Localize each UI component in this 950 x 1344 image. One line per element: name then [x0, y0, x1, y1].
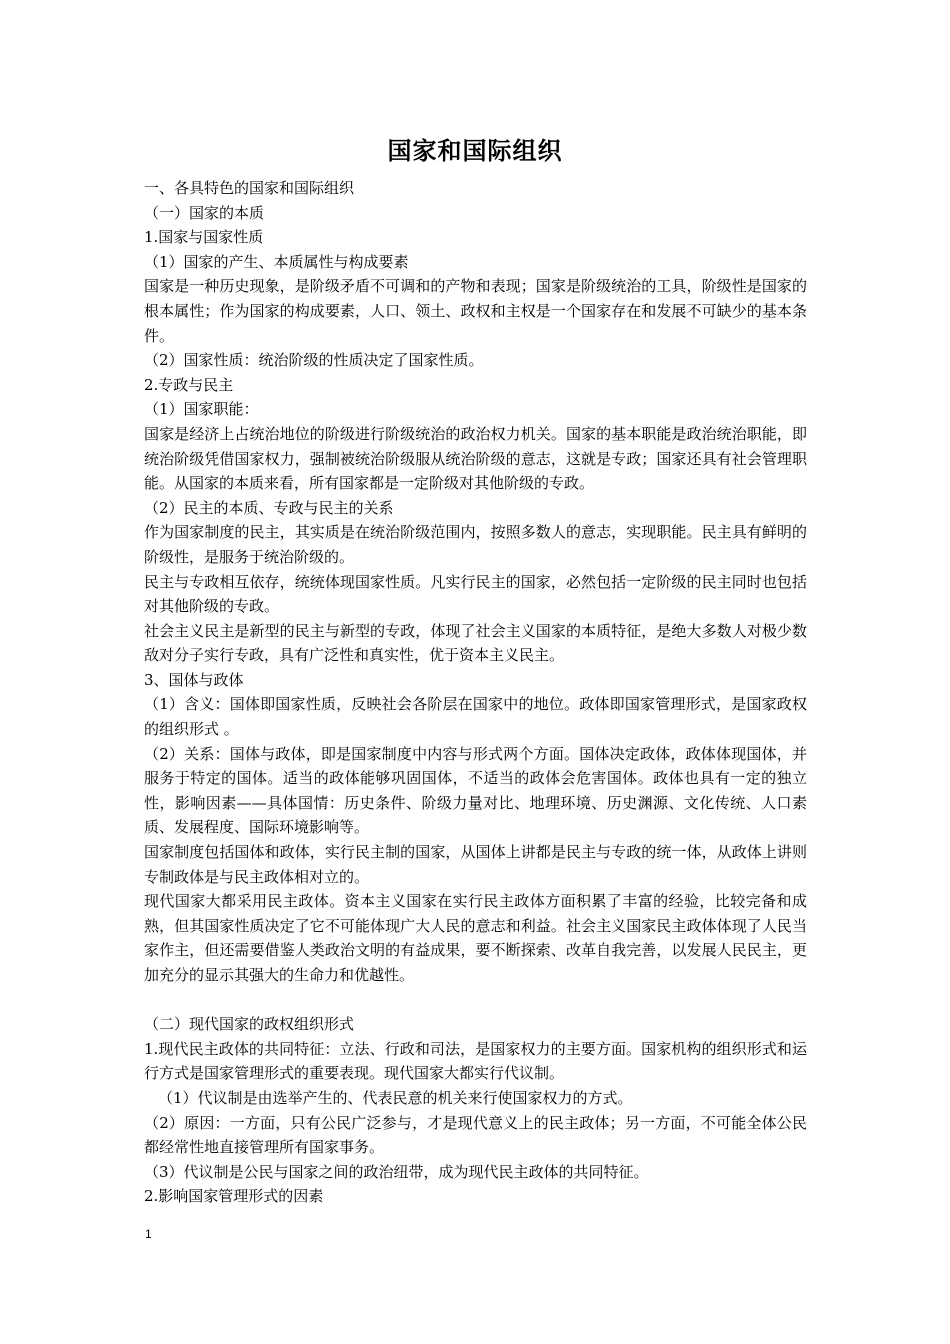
document-body — [144, 176, 807, 1209]
paragraph: （3）代议制是公民与国家之间的政治纽带，成为现代民主政体的共同特征。 — [144, 1162, 649, 1181]
topic-heading: 3、国体与政体 — [144, 670, 244, 689]
paragraph: 国家制度包括国体和政体，实行民主制的国家，从国体上讲都是民主与专政的统一体，从政体上讲则专制政体是与民主政体相对立的。 — [144, 843, 807, 886]
point-heading: （2）民主的本质、专政与民主的关系 — [144, 498, 394, 517]
paragraph: （2）关系：国体与政体，即是国家制度中内容与形式两个方面。国体决定政体，政体体现国体，并服务于特定的国体。适当的政体能够巩固国体，不适当的政体会危害国体。政体也具有一定的独立性，影响因素——具体国情：历史条件、阶级力量对比、地理环境、历史渊源、文化传统、人口素质、发展程度、国际环境影响等。 — [144, 744, 807, 837]
paragraph: 国家是一种历史现象，是阶级矛盾不可调和的产物和表现；国家是阶级统治的工具，阶级性是国家的根本属性；作为国家的构成要素，人口、领土、政权和主权是一个国家存在和发展不可缺少的基本条件。 — [144, 277, 807, 345]
subsection-heading: （二）现代国家的政权组织形式 — [144, 1015, 355, 1034]
section-heading: 一、各具特色的国家和国际组织 — [144, 179, 355, 197]
topic-heading: 1.国家与国家性质 — [144, 228, 264, 247]
page-number: 1 — [145, 1227, 152, 1241]
paragraph: 国家是经济上占统治地位的阶级进行阶级统治的政治权力机关。国家的基本职能是政治统治职能，即统治阶级凭借国家权力，强制被统治阶级服从统治阶级的意志，这就是专政；国家还具有社会管理职能。从国家的本质来看，所有国家都是一定阶级对其他阶级的专政。 — [144, 424, 807, 493]
paragraph: 1.现代民主政体的共同特征：立法、行政和司法，是国家权力的主要方面。国家机构的组织形式和运行方式是国家管理形式的重要表现。现代国家大都实行代议制。 — [144, 1039, 807, 1083]
paragraph: （1）代议制是由选举产生的、代表民意的机关来行使国家权力的方式。 — [158, 1088, 633, 1107]
document-title: 国家和国际组织 — [387, 137, 563, 165]
point-heading: （1）国家的产生、本质属性与构成要素 — [144, 252, 409, 271]
paragraph: （2）原因：一方面，只有公民广泛参与，才是现代意义上的民主政体；另一方面，不可能全体公民都经常性地直接管理所有国家事务。 — [144, 1113, 807, 1157]
paragraph: 民主与专政相互依存，统统体现国家性质。凡实行民主的国家，必然包括一定阶级的民主同时也包括对其他阶级的专政。 — [144, 572, 807, 616]
topic-heading: 2.影响国家管理形式的因素 — [144, 1187, 324, 1206]
point-heading: （1）国家职能： — [144, 400, 259, 419]
point-heading: （2）国家性质：统治阶级的性质决定了国家性质。 — [144, 351, 484, 370]
paragraph: 现代国家大都采用民主政体。资本主义国家在实行民主政体方面积累了丰富的经验，比较完备和成熟，但其国家性质决定了它不可能体现广大人民的意志和利益。社会主义国家民主政体体现了人民当家作主，但还需要借鉴人类政治文明的有益成果，要不断探索、改革自我完善，以发展人民民主，更加充分的显示其强大的生命力和优越性。 — [144, 892, 807, 984]
paragraph: （1）含义：国体即国家性质，反映社会各阶层在国家中的地位。政体即国家管理形式，是国家政权的组织形式 。 — [144, 695, 807, 739]
topic-heading: 2.专政与民主 — [144, 375, 234, 394]
paragraph: 作为国家制度的民主，其实质是在统治阶级范围内，按照多数人的意志，实现职能。民主具有鲜明的阶级性，是服务于统治阶级的。 — [144, 523, 807, 566]
subsection-heading: （一）国家的本质 — [144, 203, 265, 222]
paragraph: 社会主义民主是新型的民主与新型的专政，体现了社会主义国家的本质特征，是绝大多数人对极少数敌对分子实行专政，具有广泛性和真实性，优于资本主义民主。 — [144, 621, 807, 665]
